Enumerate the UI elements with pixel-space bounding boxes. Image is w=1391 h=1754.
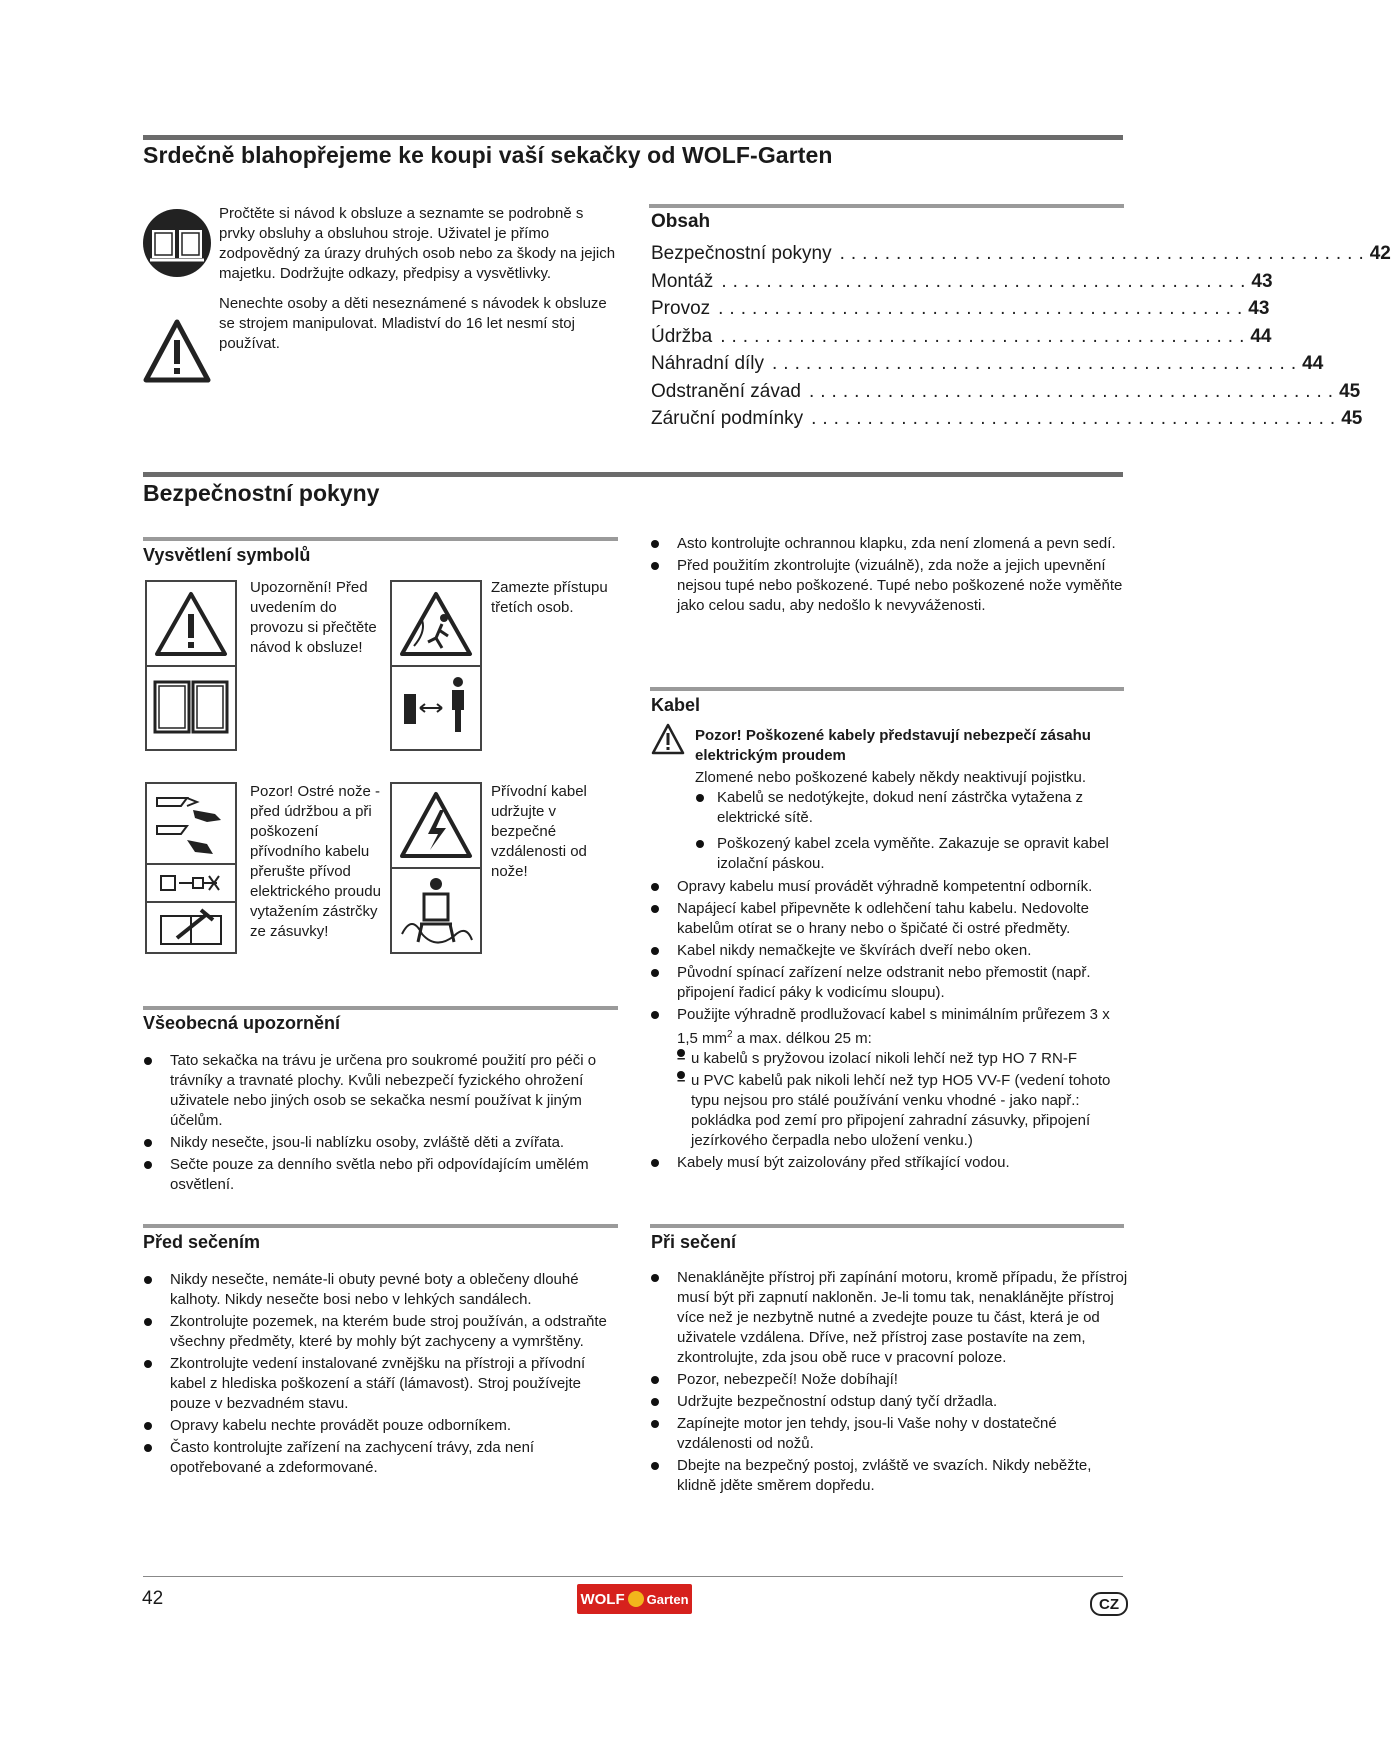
list-item: Pozor, nebezpečí! Nože dobíhají!	[650, 1370, 1130, 1390]
symbol-sharp-blades-text: Pozor! Ostré nože - před údržbou a při poškození přívodního kabelu přerušte přívod elektrického proudu vytažením zástrčky ze zásuvky!	[250, 783, 381, 940]
symbols-title: Vysvětlení symbolů	[143, 545, 311, 565]
symbol-sharp-blades	[145, 782, 237, 954]
before-list	[143, 1270, 620, 1480]
during-rule	[650, 1224, 1124, 1228]
list-item: Nikdy nesečte, nemáte-li obuty pevné boty a oblečeny dlouhé kalhoty. Nikdy nesečte bosi nebo v lehkých sandálech.	[143, 1270, 620, 1310]
warning-triangle-icon	[142, 318, 212, 384]
list-item: Dbejte na bezpečný postoj, zvláště ve svazích. Nikdy neběžte, klidně jděte směrem dopředu.	[650, 1456, 1130, 1496]
general-title: Všeobecná upozornění	[143, 1013, 341, 1033]
symbols-rule	[143, 537, 618, 541]
logo-right-text: Garten	[646, 1591, 689, 1607]
list-item: Opravy kabelu musí provádět výhradně kompetentní odborník.	[650, 877, 1130, 897]
country-badge: CZ	[1090, 1592, 1128, 1616]
intro-paragraph-2: Nenechte osoby a děti neseznámené s návodek k obsluze se strojem manipulovat. Mladiství do 16 let nesmí stoj používat.	[219, 295, 607, 352]
symbol-read-manual	[145, 580, 237, 751]
list-item: Napájecí kabel připevněte k odlehčení tahu kabelu. Nedovolte kabelům otírat se o hrany nebo o špičaté či ostré předměty.	[650, 899, 1130, 939]
cable-warning-text: Zlomené nebo poškozené kabely někdy neaktivují pojistku.	[695, 769, 1087, 786]
list-item: Udržujte bezpečnostní odstup daný tyčí držadla.	[650, 1392, 1130, 1412]
table-of-contents	[651, 243, 1391, 436]
list-item: Zapínejte motor jen tehdy, jsou-li Vaše nohy v dostatečné vzdálenosti od nožů.	[650, 1414, 1130, 1454]
general-rule	[143, 1006, 618, 1010]
list-item: Poškozený kabel zcela vyměňte. Zakazuje se opravit kabel izolační páskou.	[695, 834, 1135, 874]
toc-item[interactable]: Bezpečnostní pokyny ............................................... 42	[651, 243, 1391, 264]
general-list	[143, 1051, 618, 1197]
logo-left-text: WOLF	[580, 1590, 625, 1608]
list-item: Zkontrolujte pozemek, na kterém bude stroj používán, a odstraňte všechny předměty, které by mohly být zachyceny a vymrštěny.	[143, 1312, 620, 1352]
footer-rule	[143, 1576, 1123, 1577]
cable-warning-bold: Pozor! Poškozené kabely představují nebezpečí zásahu elektrickým proudem	[695, 727, 1091, 764]
toc-rule	[649, 204, 1124, 208]
ext-cable-sup: 2	[727, 1029, 733, 1040]
list-item: Sečte pouze za denního světla nebo při odpovídajícím umělém osvětlení.	[143, 1155, 618, 1195]
list-item: Opravy kabelu nechte provádět pouze odborníkem.	[143, 1416, 620, 1436]
intro-text	[219, 204, 619, 354]
during-title: Při sečení	[651, 1232, 737, 1252]
dash-item: – u PVC kabelů pak nikoli lehčí než typ HO5 VV-F (vedení tohoto typu nejsou pro stálé používání venku vhodné - jako např.: pokládka pod zemí pro připojení zahradní zásuvky, připojení jezírkového čerpadla nebo uložení venku.)	[677, 1071, 1130, 1151]
cable-rule	[650, 687, 1124, 691]
toc-item[interactable]: Odstranění závad ............................................... 45	[651, 380, 1361, 402]
list-item: Před použitím zkontrolujte (vizuálně), zda nože a jejich upevnění nejsou tupé nebo poškozené. Tupé nebo poškozené nože vyměňte jako celou sadu, aby nedošlo k nevyváženosti.	[650, 556, 1125, 616]
toc-item[interactable]: Montáž ............................................... 43	[651, 270, 1273, 292]
cable-list	[650, 877, 1130, 1175]
wolf-garten-logo	[577, 1584, 692, 1614]
cable-title: Kabel	[651, 695, 701, 715]
symbol-cable-away	[390, 782, 482, 954]
list-item: Kabely musí být zaizolovány před stříkající vodou.	[650, 1153, 1130, 1173]
list-item	[650, 1005, 1130, 1151]
before-rule	[143, 1224, 618, 1228]
symbol-cable-away-text: Přívodní kabel udržujte v bezpečné vzdálenosti od nože!	[491, 783, 587, 880]
symbol-keep-distance	[390, 580, 482, 751]
list-item: Tato sekačka na trávu je určena pro soukromé použití pro péči o trávníky a travnaté plochy. Kvůli nebezpečí fyzického ohrožení uživatele nebo jiných osob se sekačka nesmí používat k jiným účelům.	[143, 1051, 618, 1131]
toc-item[interactable]: Údržba ............................................... 44	[651, 325, 1272, 347]
symbol-keep-distance-text: Zamezte přístupu třetích osob.	[491, 579, 608, 616]
list-item: Kabelů se nedotýkejte, dokud není zástrčka vytažena z elektrické sítě.	[695, 788, 1135, 828]
intro-paragraph-1: Pročtěte si návod k obsluze a seznamte se podrobně s prvky obsluhy a obsluhou stroje. Uživatel je přímo zodpovědný za úrazy druhých osob nebo za škody na jejich majetku. Dodržujte odkazy, předpisy a vysvětlivky.	[219, 205, 616, 282]
page-title: Srdečně blahopřejeme ke koupi vaší sekačky od WOLF-Garten	[143, 142, 833, 168]
ext-cable-text-a: Použijte výhradně prodlužovací kabel s minimálním průřezem 3 x 1,5 mm	[677, 1006, 1110, 1047]
toc-item[interactable]: Záruční podmínky ............................................... 45	[651, 408, 1363, 429]
list-item: Původní spínací zařízení nelze odstranit nebo přemostit (např. připojení řadicí páky k vodicímu sloupu).	[650, 963, 1130, 1003]
wolf-head-icon	[628, 1591, 644, 1607]
list-item: Asto kontrolujte ochrannou klapku, zda není zlomená a pevn sedí.	[650, 534, 1125, 554]
page-number: 42	[142, 1588, 164, 1609]
warning-small-icon	[651, 723, 685, 755]
list-item: Často kontrolujte zařízení na zachycení trávy, zda není opotřebované a zdeformované.	[143, 1438, 620, 1478]
cable-sub-list	[695, 788, 1135, 876]
dash-item: – u kabelů s pryžovou izolací nikoli lehčí než typ HO 7 RN-F	[677, 1049, 1130, 1069]
ext-cable-text-b: a max. délkou 25 m:	[732, 1030, 872, 1047]
list-item: Nenaklánějte přístroj při zapínání motoru, kromě případu, že přístroj musí být při zapnutí nakloněn. Je-li tomu tak, nenaklánějte přístroj více než je nezbytně nutné a zvedejte pouze tu část, která je od uživatele vzdálena. Dříve, než přístroj zase postavíte na zem, zkontrolujte, zda jsou obě ruce v pracovní poloze.	[650, 1268, 1130, 1368]
symbol-read-manual-text: Upozornění! Před uvedením do provozu si přečtěte návod k obsluze!	[250, 579, 377, 656]
section-rule	[143, 472, 1123, 477]
header-rule	[143, 135, 1123, 140]
before-title: Před sečením	[143, 1232, 261, 1252]
book-icon	[142, 208, 212, 278]
list-item: Zkontrolujte vedení instalované zvnějšku na přístroji a přívodní kabel z hlediska poškození a stáří (lámavost). Stroj používejte pouze v bezvadném stavu.	[143, 1354, 620, 1414]
during-list	[650, 1268, 1130, 1498]
toc-title: Obsah	[651, 211, 711, 232]
list-item: Nikdy nesečte, jsou-li nablízku osoby, zvláště děti a zvířata.	[143, 1133, 618, 1153]
section-title: Bezpečnostní pokyny	[143, 480, 380, 506]
right-top-list	[650, 534, 1125, 618]
toc-item[interactable]: Náhradní díly ............................................... 44	[651, 353, 1324, 374]
toc-item[interactable]: Provoz ............................................... 43	[651, 298, 1270, 319]
list-item: Kabel nikdy nemačkejte ve škvírách dveří nebo oken.	[650, 941, 1130, 961]
